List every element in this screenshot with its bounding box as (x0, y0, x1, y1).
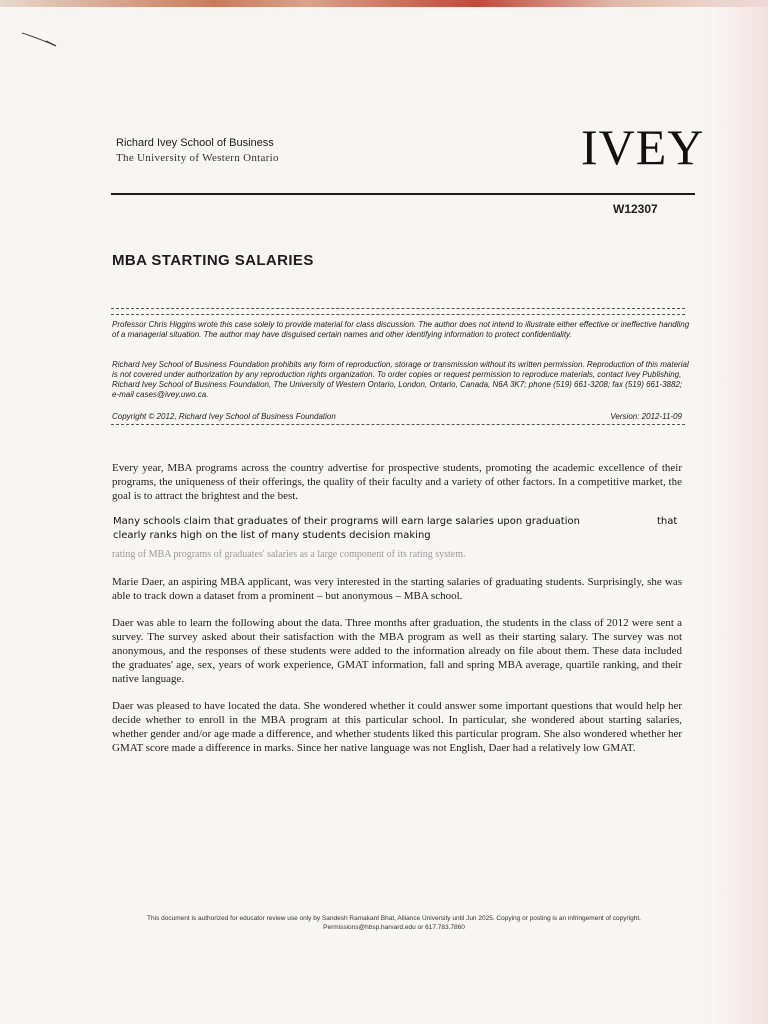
school-header (116, 136, 279, 166)
paragraph-4: Daer was able to learn the following about the data. Three months after graduation, the students in the class of 2012 were sent a survey. The survey asked about their satisfaction with the MBA program as well as their starting salary. The survey was not anonymous, and the responses of these students were added to the information already on file about them. These data included the graduates' age, sex, years of work experience, GMAT information, fall and spring MBA average, quartile ranking, and their native language. (112, 617, 682, 685)
handwritten-word-that: that (657, 516, 678, 527)
handwritten-line-2: clearly ranks high on the list of many students decision making (113, 530, 431, 541)
notice-rule-top-2 (111, 314, 685, 315)
notice-rule-bottom (111, 424, 685, 425)
version-text: Version: 2012-11-09 (610, 412, 682, 421)
page-top-edge (0, 0, 768, 7)
university-name: The University of Western Ontario (116, 152, 279, 164)
notice-rule-top (111, 308, 685, 309)
paragraph-1: Every year, MBA programs across the country advertise for prospective students, promoting the academic excellence of their programs, the uniqueness of their offerings, the quality of their faculty and a variety of other factors. In a competitive market, the goal is to attract the brightest and the best. (112, 462, 682, 502)
handwritten-line-1: Many schools claim that graduates of their programs will earn large salaries upon graduation (113, 516, 580, 527)
paragraph-3: Marie Daer, an aspiring MBA applicant, was very interested in the starting salaries of graduating students. Surprisingly, she was able to track down a dataset from a prominent – but anonymous – MBA school. (112, 576, 682, 602)
school-name: Richard Ivey School of Business (116, 137, 274, 149)
copyright-text: Copyright © 2012, Richard Ivey School of Business Foundation (112, 412, 336, 421)
case-code: W12307 (613, 202, 658, 216)
faded-line: rating of MBA programs of graduates' salaries as a large component of its rating system. (112, 549, 466, 560)
license-footer (70, 914, 718, 932)
ivey-logo: IVEY (581, 119, 705, 175)
rights-note: Richard Ivey School of Business Foundation prohibits any form of reproduction, storage or transmission without its written permission. Reproduction of this material is not covered under authorization by any reproduction rights organization. To order copies or request permission to reproduce materials, contact Ivey Publishing, Richard Ivey School of Business Foundation, The University of Western Ontario, London, Ontario, Canada, N6A 3K7; phone (519) 661-3208; fax (519) 661-3882; e-mail cases@ivey.uwo.ca. (112, 360, 689, 399)
handwritten-paragraph (113, 515, 683, 543)
footer-line-2: Permissions@hbsp.harvard.edu or 617.783.7860 (323, 924, 465, 931)
author-note: Professor Chris Higgins wrote this case solely to provide material for class discussion. The author does not intend to illustrate either effective or ineffective handling of a managerial situation. The author may have disguised certain names and other identifying information to protect confidentiality. (112, 320, 690, 339)
copyright-line (112, 412, 690, 421)
paragraph-5: Daer was pleased to have located the data. She wondered whether it could answer some important questions that would help her decide whether to enroll in the MBA program at this particular school. In particular, she wondered about starting salaries, whether gender and/or age made a difference, and whether students liked this particular program. She also wondered whether her GMAT score made a difference in marks. Since her native language was not English, Daer had a relatively low GMAT. (112, 700, 682, 754)
case-title: MBA STARTING SALARIES (112, 252, 314, 269)
pen-stroke-mark (20, 30, 60, 50)
footer-line-1: This document is authorized for educator review use only by Sandesh Ramakant Bhat, Alliance University until Jun 2025. Copying or posting is an infringement of copyright. (147, 915, 641, 922)
page-shadow (708, 0, 768, 1024)
header-rule (111, 193, 695, 195)
